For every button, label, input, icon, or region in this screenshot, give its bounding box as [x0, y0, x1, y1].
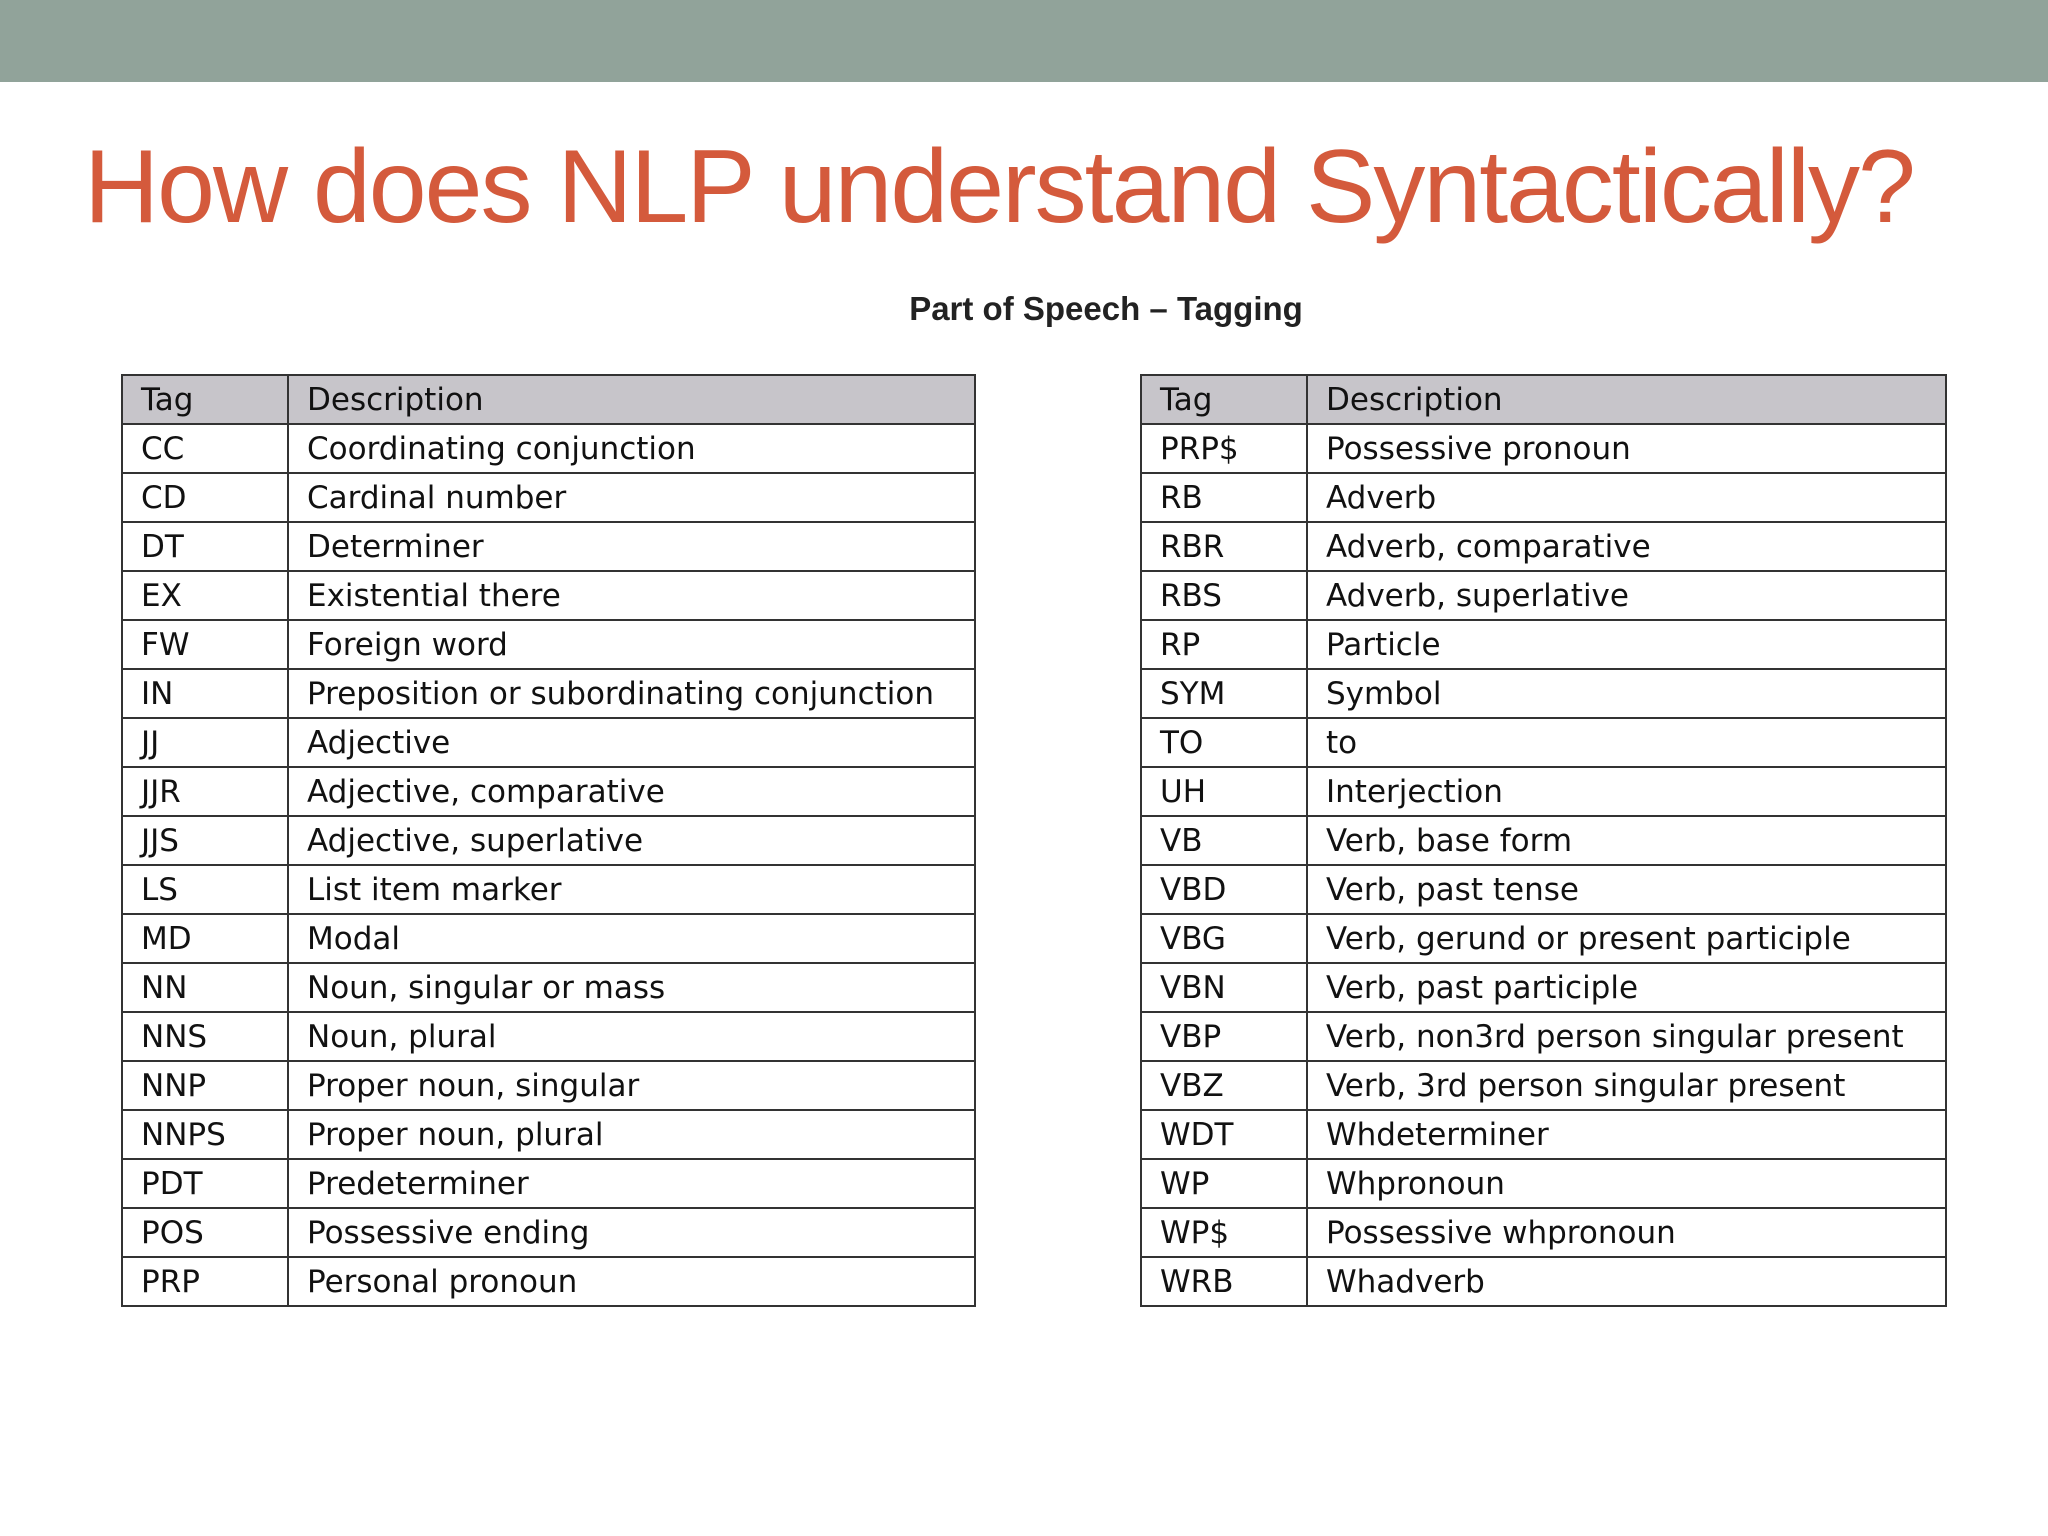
- description-cell: Verb, past tense: [1307, 865, 1946, 914]
- tag-cell: WRB: [1141, 1257, 1307, 1306]
- tag-cell: RBR: [1141, 522, 1307, 571]
- tag-cell: VBD: [1141, 865, 1307, 914]
- description-cell: Adverb, superlative: [1307, 571, 1946, 620]
- description-cell: Whpronoun: [1307, 1159, 1946, 1208]
- tag-cell: VB: [1141, 816, 1307, 865]
- table-row: [122, 816, 975, 865]
- description-cell: Modal: [288, 914, 975, 963]
- table-row: [122, 865, 975, 914]
- description-cell: Adjective, comparative: [288, 767, 975, 816]
- tag-cell: NNP: [122, 1061, 288, 1110]
- tag-cell: NNS: [122, 1012, 288, 1061]
- table-row: [122, 473, 975, 522]
- description-cell: Particle: [1307, 620, 1946, 669]
- tag-cell: RB: [1141, 473, 1307, 522]
- description-cell: to: [1307, 718, 1946, 767]
- description-cell: Proper noun, singular: [288, 1061, 975, 1110]
- tag-cell: WP: [1141, 1159, 1307, 1208]
- description-cell: Noun, singular or mass: [288, 963, 975, 1012]
- table-row: [1141, 816, 1946, 865]
- table-row: [1141, 620, 1946, 669]
- tag-cell: VBN: [1141, 963, 1307, 1012]
- table-row: [1141, 424, 1946, 473]
- description-cell: Coordinating conjunction: [288, 424, 975, 473]
- tag-cell: TO: [1141, 718, 1307, 767]
- tag-cell: JJ: [122, 718, 288, 767]
- table-row: [1141, 1159, 1946, 1208]
- table-body: [1141, 424, 1946, 1306]
- description-cell: Noun, plural: [288, 1012, 975, 1061]
- table-row: [122, 963, 975, 1012]
- description-cell: Personal pronoun: [288, 1257, 975, 1306]
- description-cell: Possessive ending: [288, 1208, 975, 1257]
- tag-cell: SYM: [1141, 669, 1307, 718]
- table-row: [122, 914, 975, 963]
- table-row: [122, 571, 975, 620]
- description-cell: Adjective, superlative: [288, 816, 975, 865]
- table-header-row: [1141, 375, 1946, 424]
- description-cell: Existential there: [288, 571, 975, 620]
- tag-cell: JJR: [122, 767, 288, 816]
- table-row: [122, 1110, 975, 1159]
- column-header-tag: Tag: [1141, 375, 1307, 424]
- description-cell: Verb, 3rd person singular present: [1307, 1061, 1946, 1110]
- tag-cell: UH: [1141, 767, 1307, 816]
- tag-cell: DT: [122, 522, 288, 571]
- pos-tag-table-right: [1140, 374, 1947, 1307]
- tag-cell: WDT: [1141, 1110, 1307, 1159]
- tag-cell: RP: [1141, 620, 1307, 669]
- table-row: [1141, 914, 1946, 963]
- table-body: [122, 424, 975, 1306]
- description-cell: Adverb, comparative: [1307, 522, 1946, 571]
- tag-cell: POS: [122, 1208, 288, 1257]
- tag-cell: IN: [122, 669, 288, 718]
- tag-cell: PRP$: [1141, 424, 1307, 473]
- tag-cell: NN: [122, 963, 288, 1012]
- table-row: [1141, 1110, 1946, 1159]
- table-row: [1141, 865, 1946, 914]
- pos-tag-table-left: [121, 374, 976, 1307]
- table-caption: Part of Speech – Tagging: [909, 290, 1303, 327]
- tag-cell: NNPS: [122, 1110, 288, 1159]
- column-header-description: Description: [288, 375, 975, 424]
- table-row: [122, 669, 975, 718]
- description-cell: Preposition or subordinating conjunction: [288, 669, 975, 718]
- slide-title: How does NLP understand Syntactically?: [84, 129, 1914, 245]
- table-row: [122, 1012, 975, 1061]
- description-cell: Predeterminer: [288, 1159, 975, 1208]
- description-cell: Whdeterminer: [1307, 1110, 1946, 1159]
- tag-cell: PRP: [122, 1257, 288, 1306]
- table-row: [122, 1159, 975, 1208]
- column-header-tag: Tag: [122, 375, 288, 424]
- table-row: [1141, 473, 1946, 522]
- table-row: [1141, 1257, 1946, 1306]
- table-row: [1141, 1012, 1946, 1061]
- tag-cell: RBS: [1141, 571, 1307, 620]
- tag-cell: VBP: [1141, 1012, 1307, 1061]
- table-row: [1141, 1208, 1946, 1257]
- description-cell: List item marker: [288, 865, 975, 914]
- tag-cell: CC: [122, 424, 288, 473]
- description-cell: Verb, past participle: [1307, 963, 1946, 1012]
- table-row: [122, 424, 975, 473]
- tag-cell: WP$: [1141, 1208, 1307, 1257]
- description-cell: Whadverb: [1307, 1257, 1946, 1306]
- top-color-band: [0, 0, 2048, 82]
- table-row: [122, 1061, 975, 1110]
- description-cell: Proper noun, plural: [288, 1110, 975, 1159]
- table-row: [122, 620, 975, 669]
- description-cell: Adjective: [288, 718, 975, 767]
- description-cell: Symbol: [1307, 669, 1946, 718]
- tag-cell: JJS: [122, 816, 288, 865]
- description-cell: Determiner: [288, 522, 975, 571]
- description-cell: Verb, non3rd person singular present: [1307, 1012, 1946, 1061]
- table-row: [122, 522, 975, 571]
- table-row: [122, 1208, 975, 1257]
- tag-cell: EX: [122, 571, 288, 620]
- description-cell: Verb, base form: [1307, 816, 1946, 865]
- tag-cell: LS: [122, 865, 288, 914]
- table-row: [1141, 571, 1946, 620]
- description-cell: Possessive whpronoun: [1307, 1208, 1946, 1257]
- description-cell: Cardinal number: [288, 473, 975, 522]
- table-row: [1141, 718, 1946, 767]
- column-header-description: Description: [1307, 375, 1946, 424]
- table-row: [122, 1257, 975, 1306]
- tag-cell: MD: [122, 914, 288, 963]
- table-row: [1141, 1061, 1946, 1110]
- table-row: [1141, 767, 1946, 816]
- tag-cell: PDT: [122, 1159, 288, 1208]
- description-cell: Adverb: [1307, 473, 1946, 522]
- table-row: [122, 718, 975, 767]
- description-cell: Interjection: [1307, 767, 1946, 816]
- description-cell: Foreign word: [288, 620, 975, 669]
- table-row: [1141, 963, 1946, 1012]
- table-row: [1141, 669, 1946, 718]
- table-row: [122, 767, 975, 816]
- tag-cell: VBZ: [1141, 1061, 1307, 1110]
- description-cell: Verb, gerund or present participle: [1307, 914, 1946, 963]
- tag-cell: VBG: [1141, 914, 1307, 963]
- table-header-row: [122, 375, 975, 424]
- description-cell: Possessive pronoun: [1307, 424, 1946, 473]
- table-row: [1141, 522, 1946, 571]
- tag-cell: CD: [122, 473, 288, 522]
- tag-cell: FW: [122, 620, 288, 669]
